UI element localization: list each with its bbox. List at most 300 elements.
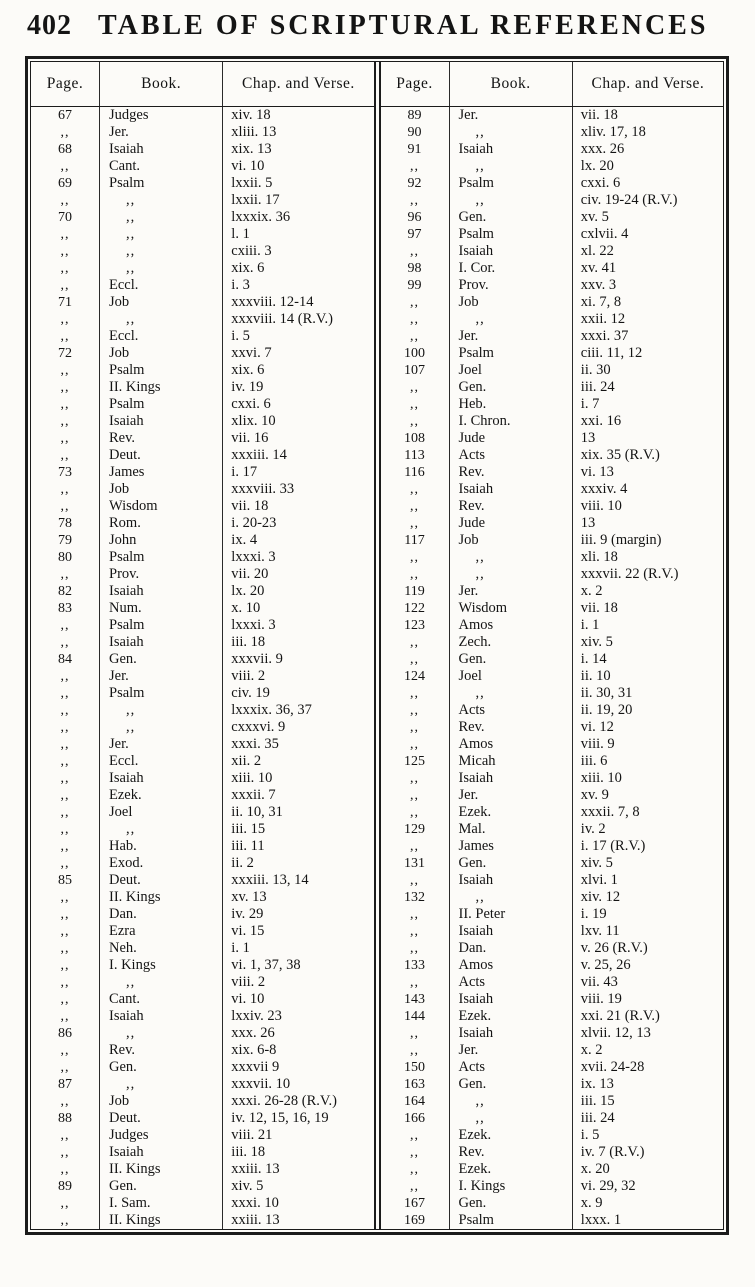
chap-verse-cell: xxxvii. 10	[223, 1076, 374, 1093]
table-row	[31, 1110, 374, 1127]
table-row	[381, 821, 724, 838]
book-cell: Psalm	[449, 1212, 572, 1229]
ditto-mark: ,,	[410, 482, 419, 497]
book-cell: James	[449, 838, 572, 855]
table-row	[31, 464, 374, 481]
page-cell: 86	[58, 1026, 72, 1041]
table-row	[381, 940, 724, 957]
chap-verse-cell: i. 3	[223, 277, 374, 294]
ditto-mark: ,,	[100, 821, 223, 838]
chap-verse-cell: i. 7	[572, 396, 723, 413]
table-row	[31, 447, 374, 464]
chap-verse-cell: iii. 6	[572, 753, 723, 770]
ditto-mark: ,,	[60, 482, 70, 497]
book-cell: I. Chron.	[449, 413, 572, 430]
book-cell: Isaiah	[449, 872, 572, 889]
book-cell: Gen.	[449, 209, 572, 226]
chap-verse-cell: lxxx. 1	[572, 1212, 723, 1229]
chap-verse-cell: vi. 10	[223, 158, 374, 175]
book-cell: I. Kings	[100, 957, 223, 974]
book-cell: Gen.	[100, 1178, 223, 1195]
table-row	[381, 736, 724, 753]
chap-verse-cell: civ. 19	[223, 685, 374, 702]
chap-verse-cell: xxi. 16	[572, 413, 723, 430]
page-cell: 164	[404, 1094, 425, 1109]
table-row	[31, 957, 374, 974]
chap-verse-cell: xi. 7, 8	[572, 294, 723, 311]
chap-verse-cell: lxxxix. 36, 37	[223, 702, 374, 719]
table-row	[381, 396, 724, 413]
chap-verse-cell: xxv. 3	[572, 277, 723, 294]
table-row	[381, 668, 724, 685]
chap-verse-cell: xiv. 12	[572, 889, 723, 906]
table-row	[31, 1076, 374, 1093]
book-cell: Jer.	[449, 1042, 572, 1059]
chap-verse-cell: vii. 18	[572, 600, 723, 617]
book-cell: Isaiah	[449, 770, 572, 787]
table-row	[381, 1025, 724, 1042]
chap-verse-cell: cxxi. 6	[572, 175, 723, 192]
book-cell: Ezek.	[449, 1127, 572, 1144]
chap-verse-cell: xlvii. 12, 13	[572, 1025, 723, 1042]
ditto-mark: ,,	[60, 499, 70, 514]
ditto-mark: ,,	[60, 669, 70, 684]
ditto-mark: ,,	[60, 159, 70, 174]
book-cell: Isaiah	[100, 1008, 223, 1025]
chap-verse-cell: ii. 19, 20	[572, 702, 723, 719]
page-cell: 99	[407, 278, 422, 293]
table-row	[381, 719, 724, 736]
page-cell: 108	[404, 431, 425, 446]
chap-verse-cell: iii. 24	[572, 379, 723, 396]
chap-verse-cell: i. 1	[223, 940, 374, 957]
table-frame-inner	[30, 61, 724, 1230]
book-cell: Ezek.	[449, 1008, 572, 1025]
ditto-mark: ,,	[100, 243, 223, 260]
chap-verse-cell: xxxi. 10	[223, 1195, 374, 1212]
book-cell: Eccl.	[100, 277, 223, 294]
table-row	[381, 770, 724, 787]
ditto-mark: ,,	[60, 448, 70, 463]
page-cell: 119	[404, 584, 425, 599]
chap-verse-cell: viii. 10	[572, 498, 723, 515]
chap-verse-cell: lxxxi. 3	[223, 549, 374, 566]
ditto-mark: ,,	[60, 771, 70, 786]
chap-verse-cell: ii. 30, 31	[572, 685, 723, 702]
book-cell: Zech.	[449, 634, 572, 651]
book-cell: Job	[100, 294, 223, 311]
ditto-mark: ,,	[410, 1179, 419, 1194]
table-row	[381, 1110, 724, 1127]
book-cell: Isaiah	[100, 770, 223, 787]
book-cell: Deut.	[100, 1110, 223, 1127]
table-row	[31, 430, 374, 447]
table-row	[31, 192, 374, 209]
ditto-mark: ,,	[410, 397, 419, 412]
table-row	[381, 311, 724, 328]
ditto-mark: ,,	[410, 873, 419, 888]
table-row	[31, 855, 374, 872]
table-row	[381, 447, 724, 464]
chap-verse-cell: vii. 18	[572, 107, 723, 125]
chap-verse-cell: lxv. 11	[572, 923, 723, 940]
chap-verse-cell: l. 1	[223, 226, 374, 243]
table-row	[381, 107, 724, 125]
ditto-mark: ,,	[410, 329, 419, 344]
chap-verse-cell: iv. 12, 15, 16, 19	[223, 1110, 374, 1127]
page-cell: 143	[404, 992, 425, 1007]
page-cell: 132	[404, 890, 425, 905]
ditto-mark: ,,	[60, 431, 70, 446]
column-header-book: Book.	[100, 62, 223, 107]
book-cell: Ezek.	[100, 787, 223, 804]
table-row	[381, 1195, 724, 1212]
book-cell: Rev.	[449, 464, 572, 481]
column-header-page: Page.	[381, 62, 450, 107]
chap-verse-cell: x. 10	[223, 600, 374, 617]
book-cell: Psalm	[100, 396, 223, 413]
page-cell: 71	[58, 295, 72, 310]
book-cell: Isaiah	[449, 141, 572, 158]
ditto-mark: ,,	[60, 975, 70, 990]
chap-verse-cell: xix. 13	[223, 141, 374, 158]
ditto-mark: ,,	[60, 380, 70, 395]
book-cell: Prov.	[100, 566, 223, 583]
table-row	[31, 294, 374, 311]
table-row	[31, 124, 374, 141]
page-cell: 69	[58, 176, 72, 191]
ditto-mark: ,,	[60, 1213, 70, 1228]
chap-verse-cell: xxxviii. 12-14	[223, 294, 374, 311]
table-row	[381, 906, 724, 923]
ditto-mark: ,,	[100, 974, 223, 991]
page-cell: 98	[407, 261, 422, 276]
ditto-mark: ,,	[60, 720, 70, 735]
table-row	[31, 923, 374, 940]
chap-verse-cell: i. 19	[572, 906, 723, 923]
chap-verse-cell: iv. 29	[223, 906, 374, 923]
book-cell: I. Sam.	[100, 1195, 223, 1212]
book-cell: Psalm	[100, 549, 223, 566]
table-row	[31, 736, 374, 753]
ditto-mark: ,,	[449, 889, 572, 906]
table-row	[381, 260, 724, 277]
ditto-mark: ,,	[60, 312, 70, 327]
chap-verse-cell: x. 20	[572, 1161, 723, 1178]
chap-verse-cell: vi. 1, 37, 38	[223, 957, 374, 974]
ditto-mark: ,,	[60, 958, 70, 973]
table-row	[381, 804, 724, 821]
ditto-mark: ,,	[60, 635, 70, 650]
page-cell: 67	[58, 108, 72, 123]
chap-verse-cell: cxiii. 3	[223, 243, 374, 260]
table-row	[31, 872, 374, 889]
book-cell: Mal.	[449, 821, 572, 838]
chap-verse-cell: xxxiii. 14	[223, 447, 374, 464]
table-row	[381, 889, 724, 906]
ditto-mark: ,,	[410, 771, 419, 786]
chap-verse-cell: viii. 2	[223, 668, 374, 685]
page-cell: 133	[404, 958, 425, 973]
page-cell: 117	[404, 533, 425, 548]
book-cell: Jer.	[449, 583, 572, 600]
table-row	[31, 1195, 374, 1212]
book-cell: Isaiah	[449, 923, 572, 940]
chap-verse-cell: ciii. 11, 12	[572, 345, 723, 362]
ditto-mark: ,,	[60, 397, 70, 412]
table-row	[381, 1076, 724, 1093]
page-cell: 169	[404, 1213, 425, 1228]
chap-verse-cell: iii. 18	[223, 634, 374, 651]
table-row	[381, 600, 724, 617]
table-row	[381, 753, 724, 770]
book-cell: Rev.	[100, 430, 223, 447]
book-cell: Isaiah	[449, 481, 572, 498]
chap-verse-cell: vii. 16	[223, 430, 374, 447]
page-cell: 116	[404, 465, 425, 480]
chap-verse-cell: xxxviii. 33	[223, 481, 374, 498]
table-row	[31, 634, 374, 651]
chap-verse-cell: xv. 13	[223, 889, 374, 906]
chap-verse-cell: lxxiv. 23	[223, 1008, 374, 1025]
table-row	[381, 617, 724, 634]
ditto-mark: ,,	[449, 1110, 572, 1127]
book-cell: II. Kings	[100, 1161, 223, 1178]
page-cell: 68	[58, 142, 72, 157]
chap-verse-cell: lxxii. 5	[223, 175, 374, 192]
table-row	[381, 209, 724, 226]
book-cell: Gen.	[449, 651, 572, 668]
book-cell: Exod.	[100, 855, 223, 872]
page-cell: 90	[407, 125, 422, 140]
book-cell: Psalm	[449, 175, 572, 192]
ditto-mark: ,,	[410, 737, 419, 752]
chap-verse-cell: lxxii. 17	[223, 192, 374, 209]
table-row	[31, 753, 374, 770]
table-row	[31, 158, 374, 175]
ditto-mark: ,,	[410, 805, 419, 820]
chap-verse-cell: xxxi. 37	[572, 328, 723, 345]
chap-verse-cell: iii. 9 (margin)	[572, 532, 723, 549]
chap-verse-cell: x. 9	[572, 1195, 723, 1212]
ditto-mark: ,,	[449, 158, 572, 175]
ditto-mark: ,,	[410, 1145, 419, 1160]
ditto-mark: ,,	[410, 550, 419, 565]
table-row	[31, 651, 374, 668]
table-row	[31, 583, 374, 600]
book-cell: Jude	[449, 515, 572, 532]
header-row	[381, 62, 724, 107]
table-row	[31, 770, 374, 787]
ditto-mark: ,,	[449, 192, 572, 209]
book-cell: Heb.	[449, 396, 572, 413]
ditto-mark: ,,	[100, 192, 223, 209]
chap-verse-cell: i. 5	[572, 1127, 723, 1144]
page-cell: 96	[407, 210, 422, 225]
chap-verse-cell: ii. 30	[572, 362, 723, 379]
ditto-mark: ,,	[60, 805, 70, 820]
table-row	[381, 634, 724, 651]
table-row	[31, 1178, 374, 1195]
table-row	[31, 617, 374, 634]
chap-verse-cell: 13	[572, 430, 723, 447]
table-row	[31, 991, 374, 1008]
book-cell: Amos	[449, 736, 572, 753]
book-cell: Joel	[449, 668, 572, 685]
ditto-mark: ,,	[60, 1128, 70, 1143]
chap-verse-cell: i. 5	[223, 328, 374, 345]
ditto-mark: ,,	[60, 788, 70, 803]
ditto-mark: ,,	[449, 549, 572, 566]
chap-verse-cell: xxxvii. 22 (R.V.)	[572, 566, 723, 583]
table-row	[381, 192, 724, 209]
ditto-mark: ,,	[60, 737, 70, 752]
table-row	[31, 1093, 374, 1110]
chap-verse-cell: i. 1	[572, 617, 723, 634]
table-row	[381, 532, 724, 549]
book-cell: Rev.	[449, 719, 572, 736]
book-cell: Deut.	[100, 447, 223, 464]
table-row	[381, 923, 724, 940]
book-cell: Gen.	[449, 1195, 572, 1212]
page-cell: 89	[407, 108, 422, 123]
table-row	[31, 1161, 374, 1178]
ditto-mark: ,,	[60, 907, 70, 922]
table-row	[381, 1212, 724, 1229]
book-cell: Deut.	[100, 872, 223, 889]
chap-verse-cell: xli. 18	[572, 549, 723, 566]
book-cell: Rev.	[449, 498, 572, 515]
book-cell: Amos	[449, 957, 572, 974]
table-row	[31, 974, 374, 991]
book-cell: Dan.	[449, 940, 572, 957]
table-row	[381, 855, 724, 872]
page-cell: 144	[404, 1009, 425, 1024]
table-row	[31, 260, 374, 277]
ditto-mark: ,,	[410, 1162, 419, 1177]
ditto-mark: ,,	[60, 1043, 70, 1058]
ditto-mark: ,,	[60, 686, 70, 701]
table-row	[381, 277, 724, 294]
book-cell: Acts	[449, 447, 572, 464]
book-cell: I. Cor.	[449, 260, 572, 277]
page-cell: 87	[58, 1077, 72, 1092]
references-table-right	[381, 62, 724, 1229]
book-cell: II. Kings	[100, 379, 223, 396]
ditto-mark: ,,	[410, 839, 419, 854]
ditto-mark: ,,	[410, 941, 419, 956]
book-cell: II. Kings	[100, 889, 223, 906]
book-cell: Jude	[449, 430, 572, 447]
ditto-mark: ,,	[410, 312, 419, 327]
chap-verse-cell: 13	[572, 515, 723, 532]
book-cell: Job	[100, 1093, 223, 1110]
table-row	[381, 787, 724, 804]
column-header-chap-verse: Chap. and Verse.	[572, 62, 723, 107]
chap-verse-cell: i. 17	[223, 464, 374, 481]
table-row	[31, 1212, 374, 1229]
table-row	[31, 668, 374, 685]
ditto-mark: ,,	[410, 380, 419, 395]
page-cell: 122	[404, 601, 425, 616]
book-cell: Joel	[449, 362, 572, 379]
table-row	[31, 277, 374, 294]
page-cell: 85	[58, 873, 72, 888]
ditto-mark: ,,	[60, 1162, 70, 1177]
table-row	[381, 430, 724, 447]
book-cell: Judges	[100, 1127, 223, 1144]
chap-verse-cell: vii. 18	[223, 498, 374, 515]
references-table-left	[31, 62, 374, 1229]
table-row	[31, 719, 374, 736]
ditto-mark: ,,	[100, 702, 223, 719]
page-cell: 129	[404, 822, 425, 837]
ditto-mark: ,,	[60, 1145, 70, 1160]
book-cell: Jer.	[449, 328, 572, 345]
ditto-mark: ,,	[410, 159, 419, 174]
book-cell: Jer.	[100, 736, 223, 753]
ditto-mark: ,,	[410, 193, 419, 208]
table-row	[31, 175, 374, 192]
book-cell: Psalm	[449, 345, 572, 362]
book-cell: James	[100, 464, 223, 481]
book-cell: Rev.	[100, 1042, 223, 1059]
table-row	[31, 685, 374, 702]
chap-verse-cell: ii. 2	[223, 855, 374, 872]
table-row	[381, 413, 724, 430]
table-row	[381, 1144, 724, 1161]
ditto-mark: ,,	[410, 1043, 419, 1058]
chap-verse-cell: iii. 24	[572, 1110, 723, 1127]
book-cell: Gen.	[449, 379, 572, 396]
book-cell: Psalm	[449, 226, 572, 243]
ditto-mark: ,,	[100, 719, 223, 736]
chap-verse-cell: v. 26 (R.V.)	[572, 940, 723, 957]
book-cell: Isaiah	[100, 413, 223, 430]
table-row	[381, 158, 724, 175]
chap-verse-cell: xxii. 12	[572, 311, 723, 328]
book-cell: Prov.	[449, 277, 572, 294]
chap-verse-cell: ix. 4	[223, 532, 374, 549]
table-row	[381, 991, 724, 1008]
ditto-mark: ,,	[100, 226, 223, 243]
chap-verse-cell: xxx. 26	[223, 1025, 374, 1042]
page-cell: 70	[58, 210, 72, 225]
ditto-mark: ,,	[449, 566, 572, 583]
chap-verse-cell: iii. 15	[223, 821, 374, 838]
table-row	[31, 1008, 374, 1025]
chap-verse-cell: xiv. 18	[223, 107, 374, 125]
book-cell: Job	[449, 294, 572, 311]
table-row	[31, 549, 374, 566]
chap-verse-cell: xix. 6-8	[223, 1042, 374, 1059]
table-frame	[25, 56, 729, 1235]
chap-verse-cell: xxx. 26	[572, 141, 723, 158]
chap-verse-cell: x. 2	[572, 1042, 723, 1059]
table-row	[381, 379, 724, 396]
ditto-mark: ,,	[60, 703, 70, 718]
table-row	[381, 141, 724, 158]
chap-verse-cell: xv. 5	[572, 209, 723, 226]
book-cell: Isaiah	[449, 991, 572, 1008]
chap-verse-cell: iv. 19	[223, 379, 374, 396]
book-cell: Micah	[449, 753, 572, 770]
ditto-mark: ,,	[410, 703, 419, 718]
table-row	[31, 787, 374, 804]
table-row	[31, 362, 374, 379]
table-row	[31, 311, 374, 328]
chap-verse-cell: xv. 41	[572, 260, 723, 277]
